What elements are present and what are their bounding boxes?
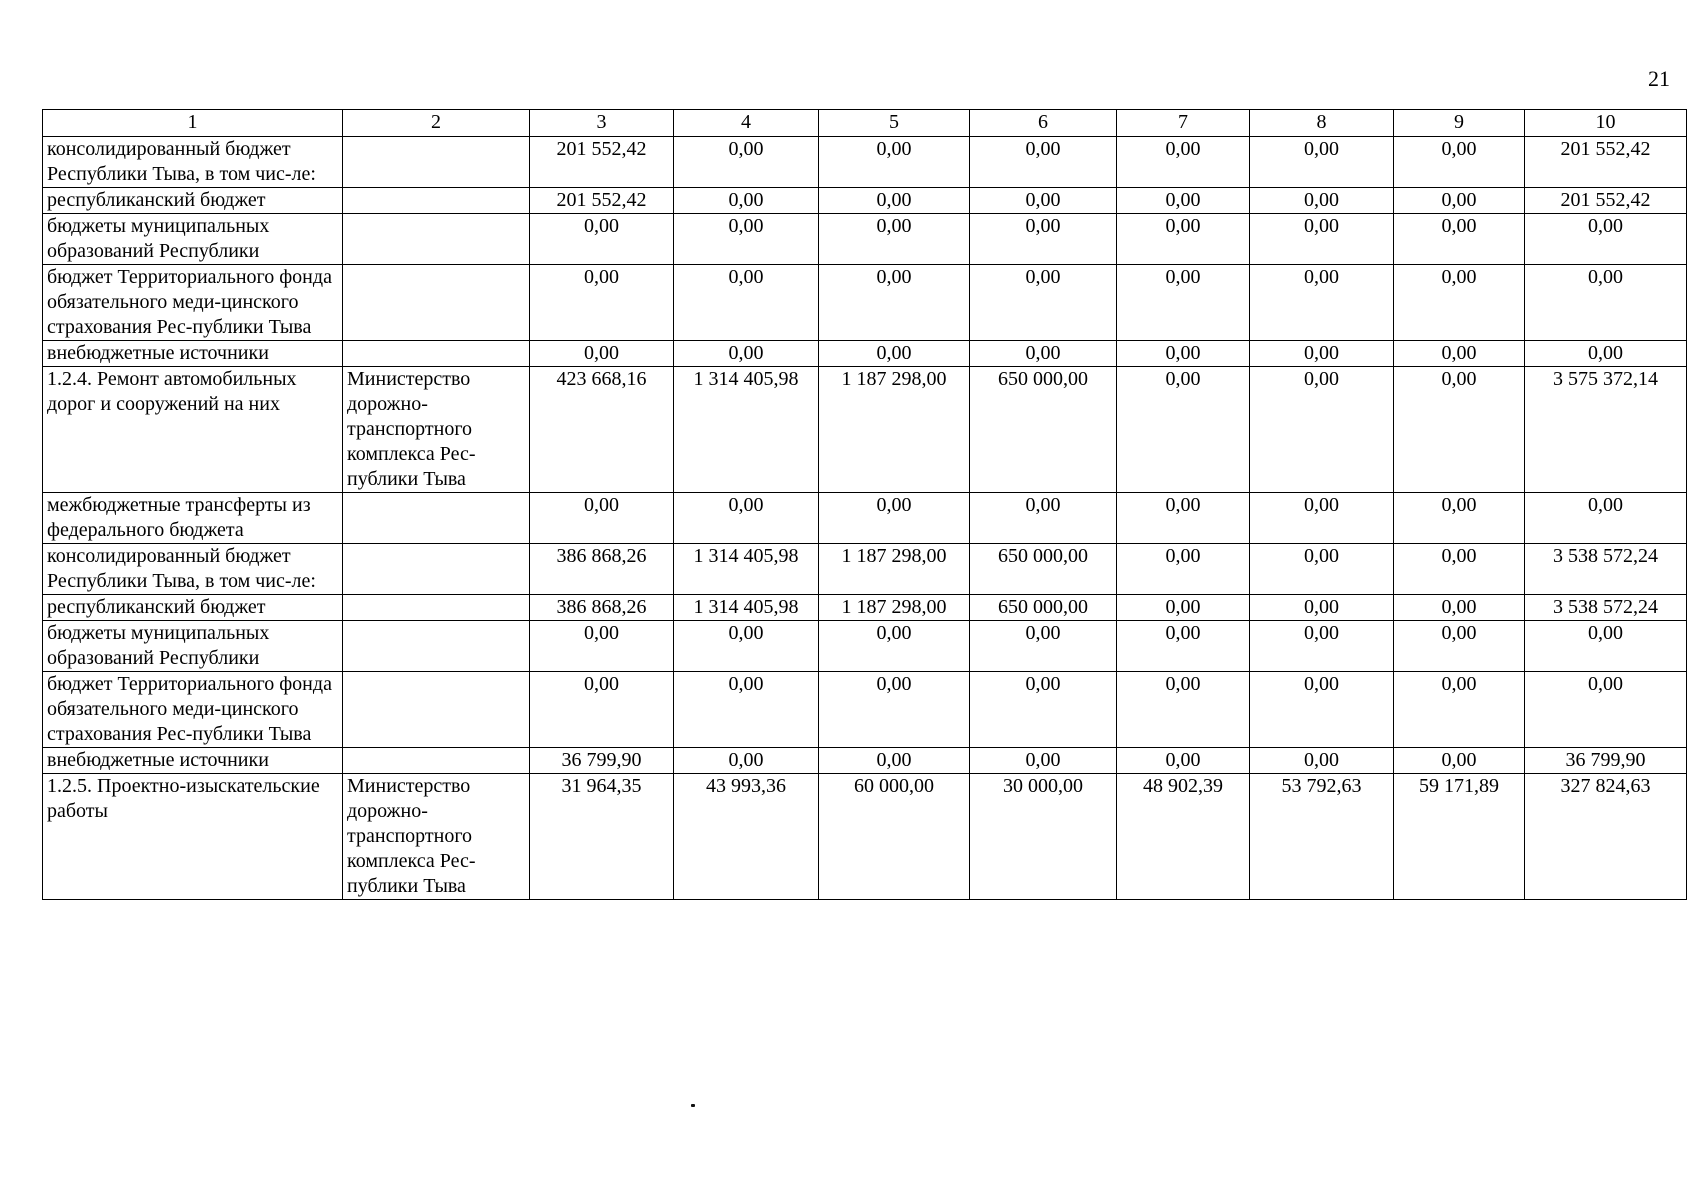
value-cell: 0,00 <box>1117 188 1250 214</box>
value-cell: 53 792,63 <box>1250 774 1394 900</box>
table-row <box>43 672 1687 748</box>
value-cell: 0,00 <box>674 621 819 672</box>
value-cell: 0,00 <box>1250 493 1394 544</box>
value-cell: 0,00 <box>1250 341 1394 367</box>
table-row <box>43 621 1687 672</box>
value-cell: 327 824,63 <box>1525 774 1687 900</box>
value-cell: 650 000,00 <box>970 595 1117 621</box>
value-cell: 0,00 <box>1117 367 1250 493</box>
table-row <box>43 748 1687 774</box>
row-executor <box>343 672 530 748</box>
table-row <box>43 214 1687 265</box>
value-cell: 0,00 <box>1117 137 1250 188</box>
value-cell: 0,00 <box>819 748 970 774</box>
column-header: 6 <box>970 110 1117 137</box>
scan-speck <box>691 1104 695 1107</box>
value-cell: 0,00 <box>819 214 970 265</box>
row-executor <box>343 265 530 341</box>
row-label: 1.2.4. Ремонт автомобильных дорог и сооружений на них <box>43 367 343 493</box>
column-header: 8 <box>1250 110 1394 137</box>
value-cell: 48 902,39 <box>1117 774 1250 900</box>
value-cell: 201 552,42 <box>530 188 674 214</box>
value-cell: 0,00 <box>1525 493 1687 544</box>
row-executor <box>343 595 530 621</box>
value-cell: 0,00 <box>819 672 970 748</box>
page-number: 21 <box>1648 66 1670 91</box>
value-cell: 1 314 405,98 <box>674 367 819 493</box>
value-cell: 0,00 <box>1250 621 1394 672</box>
table-row <box>43 774 1687 900</box>
column-header: 4 <box>674 110 819 137</box>
value-cell: 0,00 <box>970 621 1117 672</box>
row-executor <box>343 214 530 265</box>
value-cell: 0,00 <box>1117 214 1250 265</box>
value-cell: 0,00 <box>1250 137 1394 188</box>
value-cell: 0,00 <box>1250 544 1394 595</box>
value-cell: 0,00 <box>674 265 819 341</box>
row-label: межбюджетные трансферты из федерального бюджета <box>43 493 343 544</box>
value-cell: 1 187 298,00 <box>819 544 970 595</box>
value-cell: 0,00 <box>819 137 970 188</box>
value-cell: 201 552,42 <box>1525 188 1687 214</box>
table-row <box>43 341 1687 367</box>
value-cell: 36 799,90 <box>1525 748 1687 774</box>
value-cell: 0,00 <box>1117 595 1250 621</box>
row-executor <box>343 748 530 774</box>
value-cell: 386 868,26 <box>530 595 674 621</box>
value-cell: 0,00 <box>530 493 674 544</box>
value-cell: 0,00 <box>970 137 1117 188</box>
row-label: бюджет Территориального фонда обязательного меди-цинского страхования Рес-публики Тыва <box>43 672 343 748</box>
column-header: 5 <box>819 110 970 137</box>
value-cell: 0,00 <box>674 188 819 214</box>
value-cell: 0,00 <box>1394 621 1525 672</box>
value-cell: 0,00 <box>819 265 970 341</box>
value-cell: 0,00 <box>1394 137 1525 188</box>
value-cell: 0,00 <box>674 137 819 188</box>
value-cell: 1 187 298,00 <box>819 595 970 621</box>
value-cell: 0,00 <box>674 748 819 774</box>
value-cell: 0,00 <box>1250 748 1394 774</box>
value-cell: 0,00 <box>819 621 970 672</box>
value-cell: 36 799,90 <box>530 748 674 774</box>
value-cell: 0,00 <box>674 214 819 265</box>
value-cell: 0,00 <box>1394 493 1525 544</box>
column-header: 1 <box>43 110 343 137</box>
column-header: 9 <box>1394 110 1525 137</box>
table-row <box>43 137 1687 188</box>
row-label: 1.2.5. Проектно-изыскательские работы <box>43 774 343 900</box>
value-cell: 423 668,16 <box>530 367 674 493</box>
table-row <box>43 265 1687 341</box>
value-cell: 0,00 <box>1525 672 1687 748</box>
value-cell: 0,00 <box>970 748 1117 774</box>
value-cell: 3 575 372,14 <box>1525 367 1687 493</box>
column-header: 10 <box>1525 110 1687 137</box>
value-cell: 0,00 <box>1525 341 1687 367</box>
value-cell: 0,00 <box>1117 621 1250 672</box>
value-cell: 0,00 <box>970 188 1117 214</box>
value-cell: 0,00 <box>530 265 674 341</box>
value-cell: 0,00 <box>1394 188 1525 214</box>
value-cell: 0,00 <box>1394 748 1525 774</box>
row-label: бюджет Территориального фонда обязательного меди-цинского страхования Рес-публики Тыва <box>43 265 343 341</box>
value-cell: 0,00 <box>1394 265 1525 341</box>
budget-table <box>42 109 1687 900</box>
value-cell: 0,00 <box>1394 214 1525 265</box>
value-cell: 0,00 <box>970 672 1117 748</box>
value-cell: 0,00 <box>1394 672 1525 748</box>
value-cell: 43 993,36 <box>674 774 819 900</box>
value-cell: 3 538 572,24 <box>1525 595 1687 621</box>
value-cell: 0,00 <box>1117 493 1250 544</box>
value-cell: 0,00 <box>819 493 970 544</box>
value-cell: 201 552,42 <box>1525 137 1687 188</box>
row-executor: Министерство дорожно-транспортного комплекса Рес-публики Тыва <box>343 774 530 900</box>
value-cell: 0,00 <box>1394 544 1525 595</box>
value-cell: 0,00 <box>1117 341 1250 367</box>
value-cell: 0,00 <box>819 188 970 214</box>
header-row <box>43 110 1687 137</box>
value-cell: 1 314 405,98 <box>674 595 819 621</box>
row-label: бюджеты муниципальных образований Республики <box>43 214 343 265</box>
value-cell: 0,00 <box>1394 595 1525 621</box>
value-cell: 0,00 <box>674 493 819 544</box>
value-cell: 0,00 <box>970 341 1117 367</box>
value-cell: 0,00 <box>674 672 819 748</box>
table-row <box>43 367 1687 493</box>
value-cell: 650 000,00 <box>970 367 1117 493</box>
value-cell: 0,00 <box>530 621 674 672</box>
value-cell: 0,00 <box>1250 265 1394 341</box>
value-cell: 59 171,89 <box>1394 774 1525 900</box>
row-label: республиканский бюджет <box>43 595 343 621</box>
value-cell: 0,00 <box>970 214 1117 265</box>
table-row <box>43 544 1687 595</box>
value-cell: 0,00 <box>1117 748 1250 774</box>
row-executor <box>343 544 530 595</box>
value-cell: 30 000,00 <box>970 774 1117 900</box>
value-cell: 1 187 298,00 <box>819 367 970 493</box>
value-cell: 0,00 <box>819 341 970 367</box>
value-cell: 0,00 <box>1117 544 1250 595</box>
value-cell: 0,00 <box>1250 595 1394 621</box>
value-cell: 386 868,26 <box>530 544 674 595</box>
row-label: консолидированный бюджет Республики Тыва, в том чис-ле: <box>43 137 343 188</box>
value-cell: 0,00 <box>1394 341 1525 367</box>
value-cell: 0,00 <box>1525 621 1687 672</box>
table-row <box>43 595 1687 621</box>
value-cell: 0,00 <box>530 214 674 265</box>
row-label: республиканский бюджет <box>43 188 343 214</box>
value-cell: 0,00 <box>1250 214 1394 265</box>
row-executor <box>343 621 530 672</box>
value-cell: 1 314 405,98 <box>674 544 819 595</box>
value-cell: 0,00 <box>1525 214 1687 265</box>
value-cell: 0,00 <box>1250 188 1394 214</box>
value-cell: 60 000,00 <box>819 774 970 900</box>
value-cell: 0,00 <box>970 265 1117 341</box>
value-cell: 0,00 <box>970 493 1117 544</box>
value-cell: 0,00 <box>1117 672 1250 748</box>
value-cell: 0,00 <box>1250 367 1394 493</box>
value-cell: 31 964,35 <box>530 774 674 900</box>
value-cell: 3 538 572,24 <box>1525 544 1687 595</box>
table-row <box>43 493 1687 544</box>
row-label: консолидированный бюджет Республики Тыва, в том чис-ле: <box>43 544 343 595</box>
value-cell: 0,00 <box>530 341 674 367</box>
column-header: 7 <box>1117 110 1250 137</box>
row-executor: Министерство дорожно-транспортного комплекса Рес-публики Тыва <box>343 367 530 493</box>
row-label: внебюджетные источники <box>43 748 343 774</box>
value-cell: 0,00 <box>1250 672 1394 748</box>
row-executor <box>343 493 530 544</box>
value-cell: 0,00 <box>1525 265 1687 341</box>
value-cell: 0,00 <box>530 672 674 748</box>
row-executor <box>343 137 530 188</box>
value-cell: 0,00 <box>674 341 819 367</box>
column-header: 2 <box>343 110 530 137</box>
table-row <box>43 188 1687 214</box>
value-cell: 201 552,42 <box>530 137 674 188</box>
row-label: внебюджетные источники <box>43 341 343 367</box>
row-executor <box>343 341 530 367</box>
column-header: 3 <box>530 110 674 137</box>
value-cell: 0,00 <box>1394 367 1525 493</box>
value-cell: 650 000,00 <box>970 544 1117 595</box>
row-label: бюджеты муниципальных образований Республики <box>43 621 343 672</box>
value-cell: 0,00 <box>1117 265 1250 341</box>
row-executor <box>343 188 530 214</box>
